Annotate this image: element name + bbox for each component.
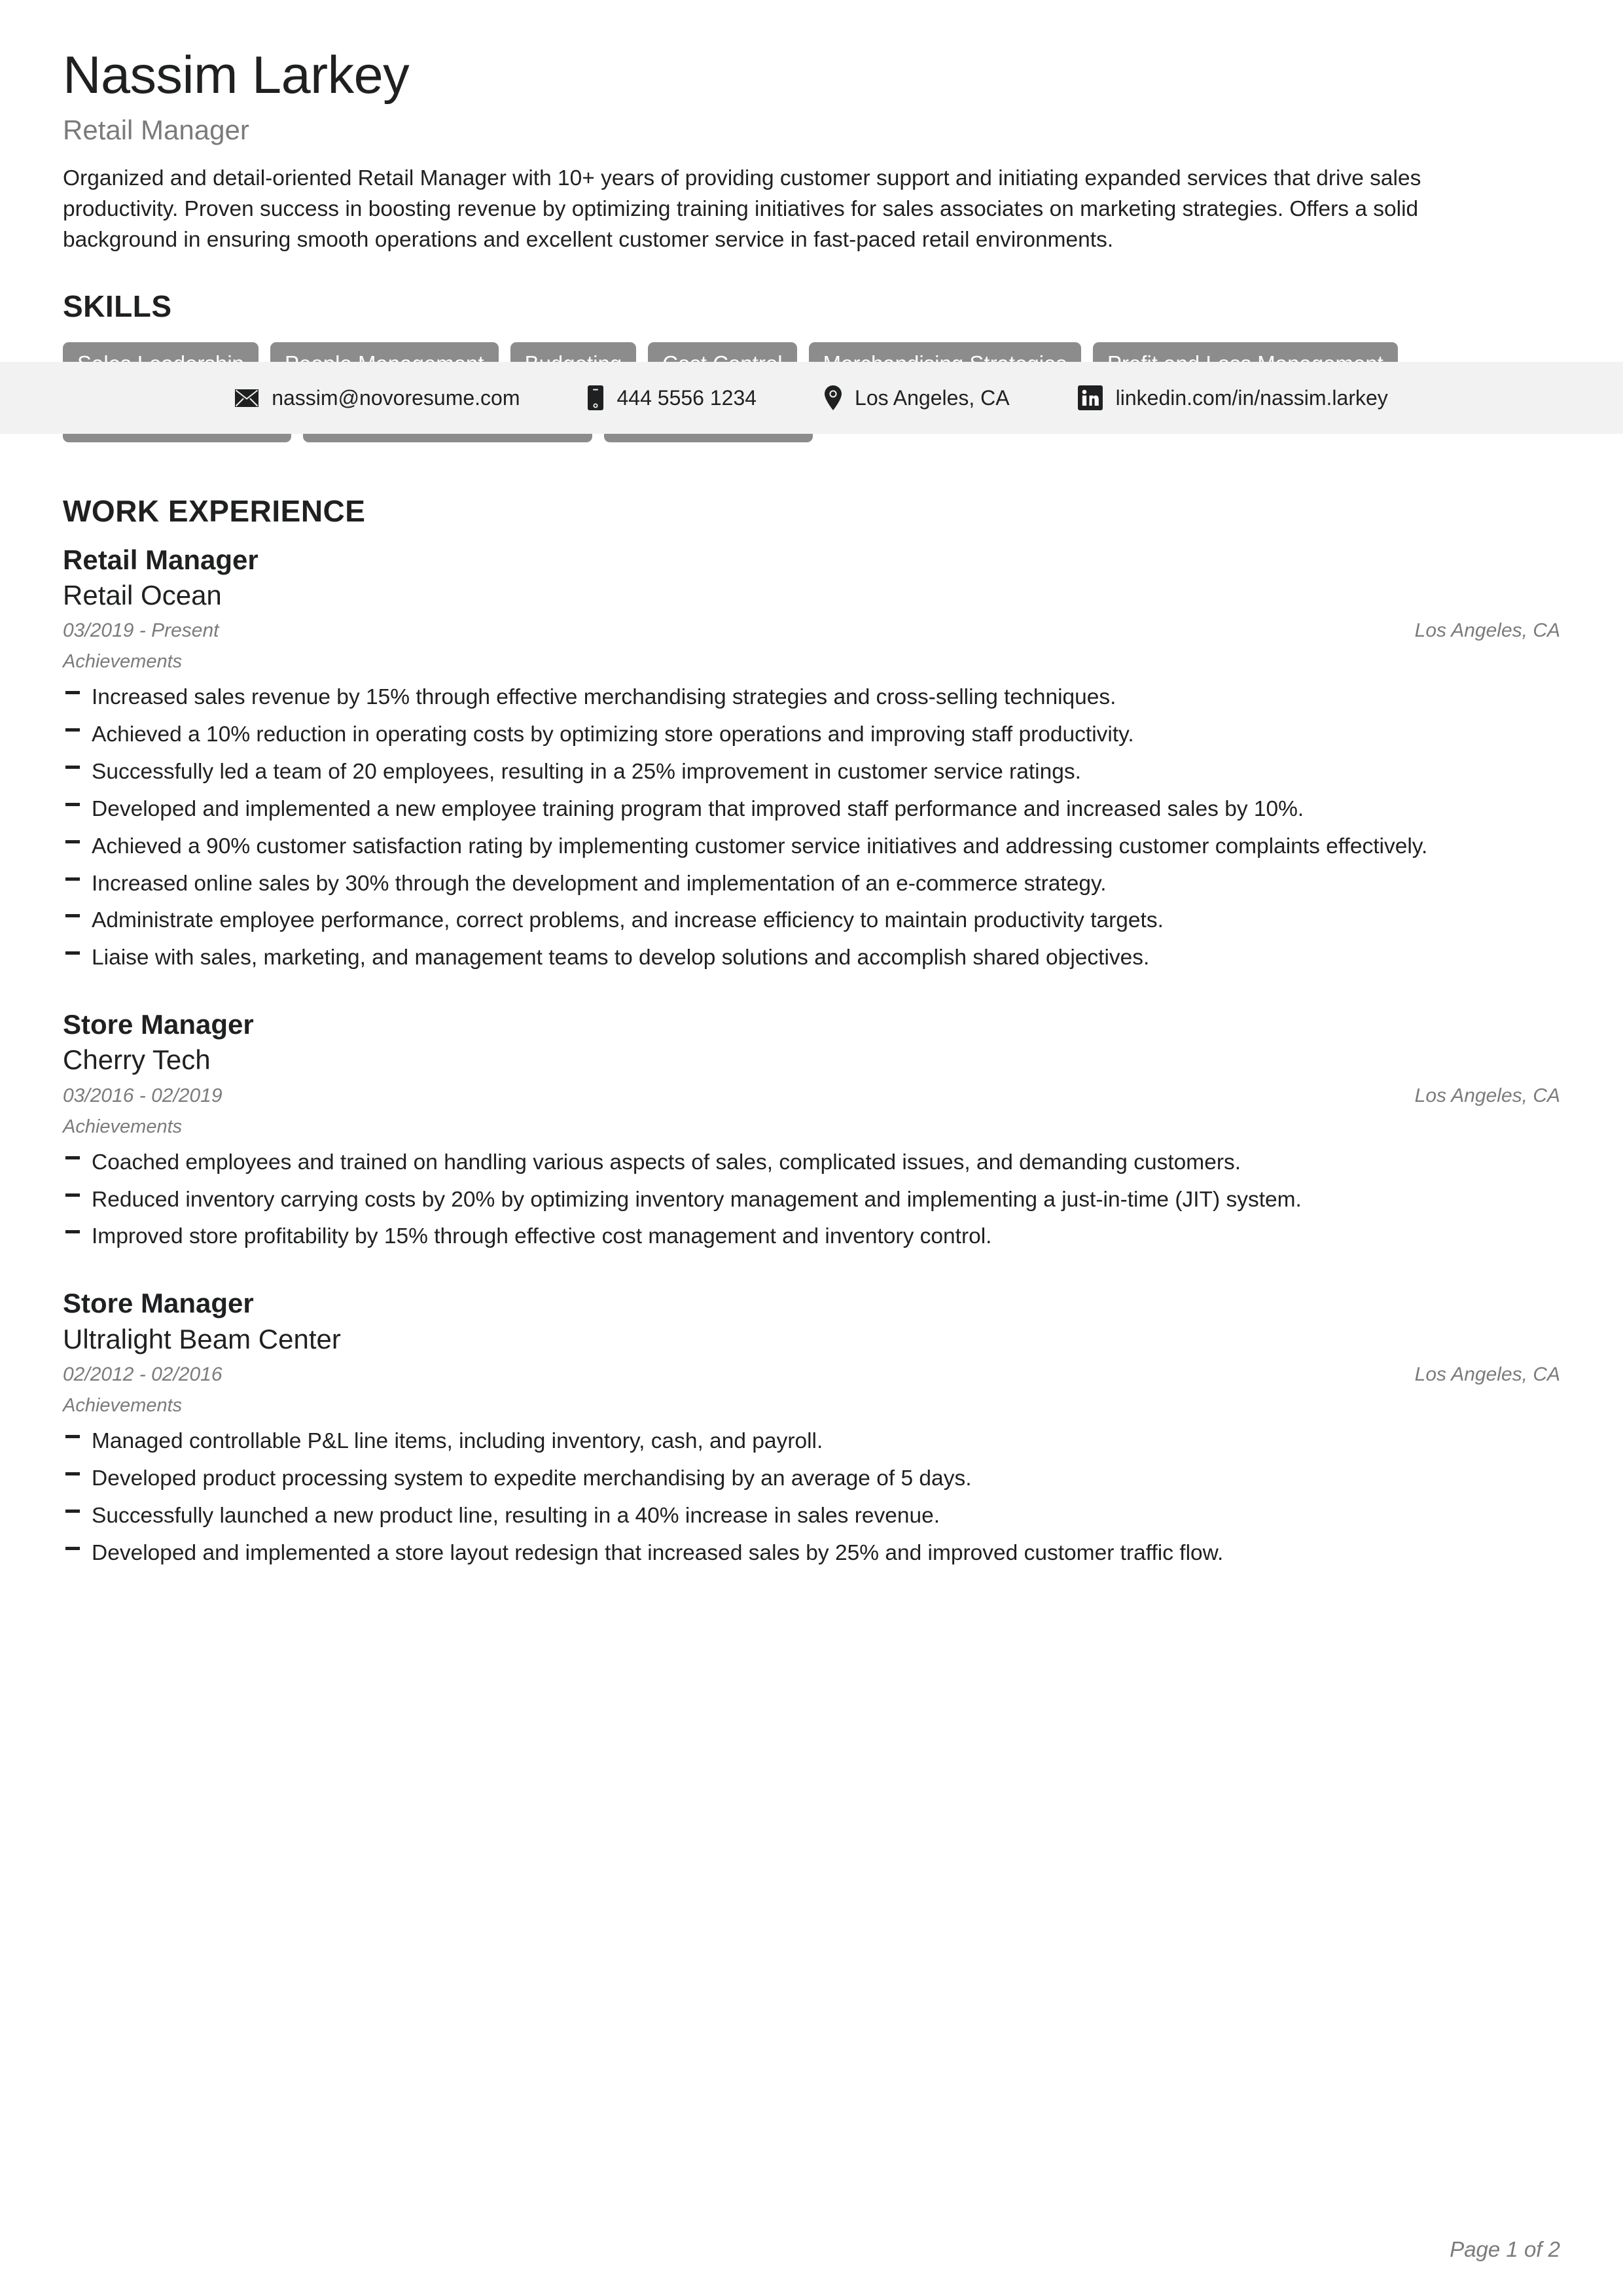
list-item xyxy=(63,794,1560,825)
page-footer-label: Page 1 of 2 xyxy=(1450,2237,1560,2261)
list-item-text: Achieved a 90% customer satisfaction rating by implementing customer service initiatives and addressing customer complaints effectively. xyxy=(92,834,1428,858)
list-item-text: Coached employees and trained on handling various aspects of sales, complicated issues, and demanding customers. xyxy=(92,1150,1241,1174)
dash-bullet-icon xyxy=(65,1547,80,1550)
dash-bullet-icon xyxy=(65,1230,80,1233)
list-item-text: Increased online sales by 30% through the development and implementation of an e-commerce strategy. xyxy=(92,871,1107,896)
dash-bullet-icon xyxy=(65,691,80,694)
job-company: Retail Ocean xyxy=(63,579,222,610)
job-location: Los Angeles, CA xyxy=(1414,620,1560,642)
list-item xyxy=(63,1184,1560,1216)
list-item-text: Managed controllable P&L line items, including inventory, cash, and payroll. xyxy=(92,1428,823,1453)
list-item-text: Achieved a 10% reduction in operating costs by optimizing store operations and improving staff productivity. xyxy=(92,722,1134,747)
dash-bullet-icon xyxy=(65,840,80,843)
list-item-text: Liaise with sales, marketing, and management teams to develop solutions and accomplish shared objectives. xyxy=(92,945,1150,970)
contact-email-value: nassim@novoresume.com xyxy=(272,386,520,410)
list-item-text: Developed and implemented a store layout redesign that increased sales by 25% and improved customer traffic flow. xyxy=(92,1540,1224,1565)
list-item xyxy=(63,868,1560,900)
list-item xyxy=(63,1463,1560,1494)
page-title: Nassim Larkey xyxy=(63,46,410,105)
resume-header xyxy=(0,0,1623,256)
dash-bullet-icon xyxy=(65,1510,80,1513)
contact-phone-value: 444 5556 1234 xyxy=(616,386,757,410)
job-location: Los Angeles, CA xyxy=(1414,1363,1560,1385)
list-item xyxy=(63,905,1560,936)
dash-bullet-icon xyxy=(65,914,80,917)
linkedin-icon xyxy=(1078,385,1103,410)
phone-icon xyxy=(588,385,603,410)
job-dates: 03/2016 - 02/2019 xyxy=(63,1084,223,1106)
contact-location-value: Los Angeles, CA xyxy=(855,386,1010,410)
job-meta xyxy=(63,1364,1560,1386)
list-item xyxy=(63,719,1560,751)
dash-bullet-icon xyxy=(65,728,80,732)
dash-bullet-icon xyxy=(65,1193,80,1197)
work-experience-section xyxy=(0,493,1623,1569)
skills-section-title: SKILLS xyxy=(63,289,172,323)
job-role: Store Manager xyxy=(63,1009,254,1040)
job-location: Los Angeles, CA xyxy=(1414,1084,1560,1106)
list-item xyxy=(63,942,1560,974)
list-item-text: Reduced inventory carrying costs by 20% by optimizing inventory management and implementing a just-in-time (JIT) system. xyxy=(92,1187,1302,1212)
dash-bullet-icon xyxy=(65,951,80,955)
list-item-text: Improved store profitability by 15% through effective cost management and inventory control. xyxy=(92,1224,992,1249)
dash-bullet-icon xyxy=(65,766,80,769)
achievements-label: Achievements xyxy=(63,1394,183,1416)
achievement-list xyxy=(63,682,1560,974)
job-meta xyxy=(63,620,1560,642)
list-item-text: Developed product processing system to expedite merchandising by an average of 5 days. xyxy=(92,1466,972,1491)
job-role: Store Manager xyxy=(63,1288,254,1319)
list-item-text: Increased sales revenue by 15% through effective merchandising strategies and cross-selling techniques. xyxy=(92,685,1116,710)
contact-item-location[interactable] xyxy=(791,385,1044,410)
achievement-list xyxy=(63,1147,1560,1253)
work-experience-section-title: WORK EXPERIENCE xyxy=(63,493,366,528)
dash-bullet-icon xyxy=(65,1435,80,1438)
list-item xyxy=(63,831,1560,862)
contact-bar xyxy=(0,362,1623,434)
job-dates: 02/2012 - 02/2016 xyxy=(63,1363,223,1385)
job-entry xyxy=(63,543,1560,974)
dash-bullet-icon xyxy=(65,1472,80,1475)
achievements-label: Achievements xyxy=(63,1116,183,1137)
list-item xyxy=(63,1147,1560,1178)
contact-item-linkedin[interactable] xyxy=(1044,385,1422,410)
contact-item-phone[interactable] xyxy=(554,385,791,410)
list-item-text: Successfully launched a new product line, resulting in a 40% increase in sales revenue. xyxy=(92,1503,940,1528)
job-role: Retail Manager xyxy=(63,544,259,575)
job-dates: 03/2019 - Present xyxy=(63,620,219,642)
list-item xyxy=(63,1538,1560,1569)
list-item-text: Administrate employee performance, correct problems, and increase efficiency to maintain productivity targets. xyxy=(92,908,1164,933)
envelope-icon xyxy=(235,389,259,407)
contact-item-email[interactable] xyxy=(201,387,554,408)
job-entry xyxy=(63,1008,1560,1252)
contact-items xyxy=(201,385,1422,410)
achievements-label: Achievements xyxy=(63,651,183,673)
list-item-text: Successfully led a team of 20 employees, resulting in a 25% improvement in customer service ratings. xyxy=(92,759,1081,784)
location-pin-icon xyxy=(825,385,842,410)
dash-bullet-icon xyxy=(65,877,80,881)
dash-bullet-icon xyxy=(65,803,80,806)
professional-summary: Organized and detail-oriented Retail Manager with 10+ years of providing customer support and initiating expanded services that drive sales productivity. Proven success in boosting revenue by optimizing training initiatives for sales associates on marketing strategies. Offers a solid background in ensuring smooth operations and excellent customer service in fast-paced retail environments. xyxy=(63,166,1421,252)
job-company: Ultralight Beam Center xyxy=(63,1323,341,1354)
list-item xyxy=(63,1221,1560,1252)
job-meta xyxy=(63,1085,1560,1107)
list-item xyxy=(63,1426,1560,1457)
job-entry xyxy=(63,1286,1560,1568)
list-item xyxy=(63,682,1560,713)
list-item-text: Developed and implemented a new employee training program that improved staff performance and increased sales by 10%. xyxy=(92,796,1304,821)
contact-linkedin-value: linkedin.com/in/nassim.larkey xyxy=(1115,386,1388,410)
list-item xyxy=(63,1500,1560,1532)
dash-bullet-icon xyxy=(65,1156,80,1159)
achievement-list xyxy=(63,1426,1560,1569)
job-company: Cherry Tech xyxy=(63,1044,211,1076)
header-job-title: Retail Manager xyxy=(63,115,249,146)
list-item xyxy=(63,756,1560,788)
